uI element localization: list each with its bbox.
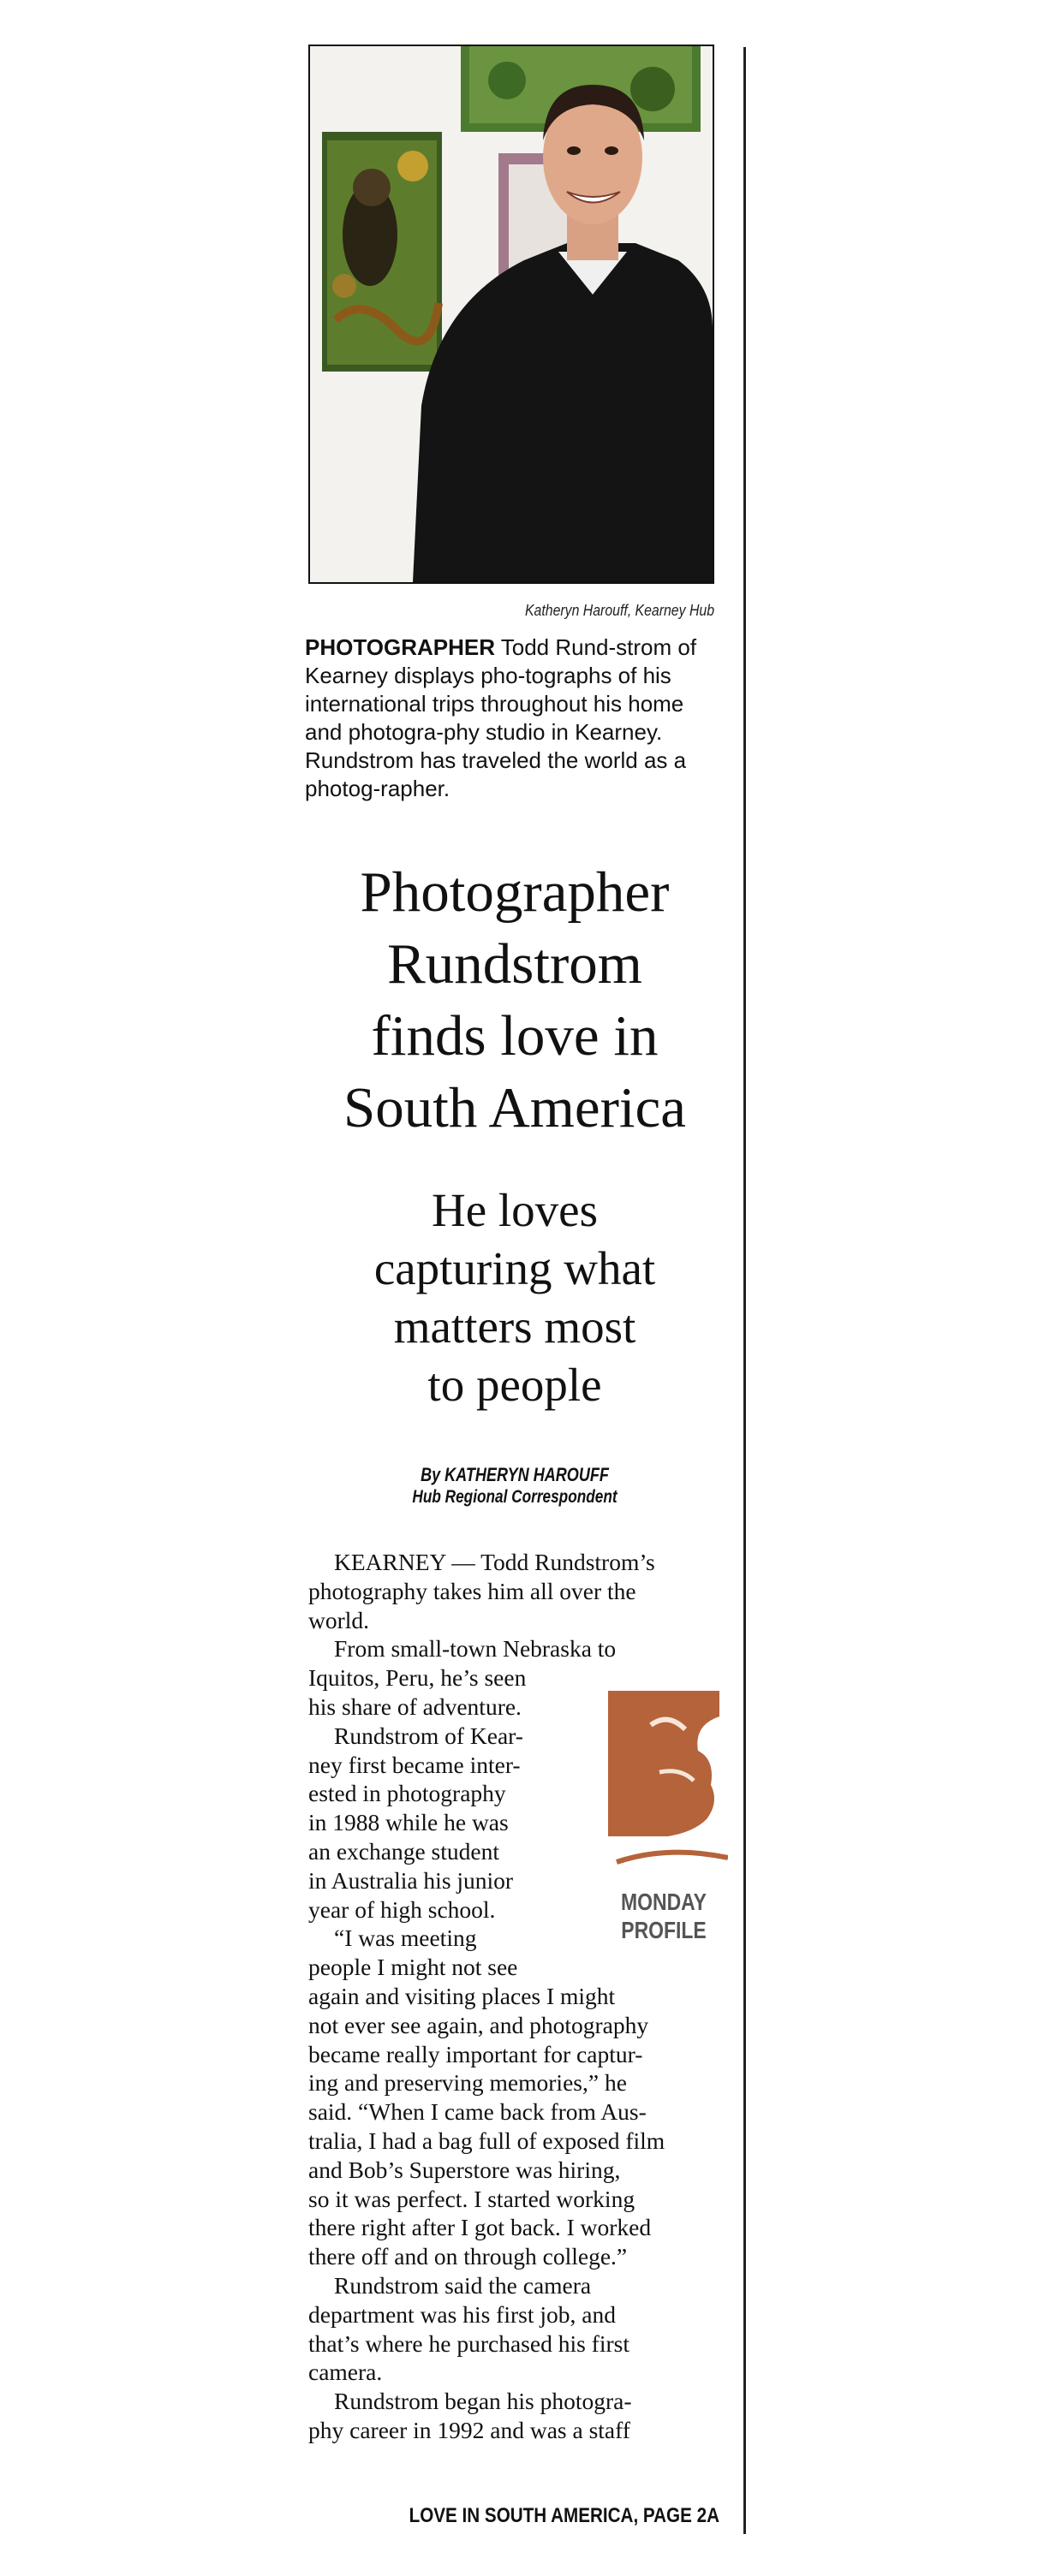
caption-text: Todd Rund-strom of Kearney displays pho-tographs of his international trips throughout his home and photogra-phy studio in Kearney. Rundstrom has traveled the world as a photog-rapher. xyxy=(305,634,697,801)
body-line: in Australia his junior xyxy=(308,1866,514,1894)
profile-label-line1: MONDAY xyxy=(621,1889,707,1915)
profile-label-line2: PROFILE xyxy=(621,1917,707,1943)
portrait-photo xyxy=(308,45,714,584)
body-line: became really important for captur- xyxy=(308,2040,643,2067)
body-line: From small-town Nebraska to xyxy=(334,1635,617,1663)
body-line: again and visiting places I might xyxy=(308,1982,616,2009)
body-line: KEARNEY — Todd Rundstrom’s xyxy=(334,1549,655,1575)
photo-illustration xyxy=(310,46,713,582)
byline-name: By KATHERYN HAROUFF xyxy=(421,1464,609,1485)
headline-line: South America xyxy=(343,1076,687,1139)
photo-credit: Katheryn Harouff, Kearney Hub xyxy=(524,602,714,619)
body-line: Rundstrom said the camera xyxy=(334,2271,592,2299)
deck-line: matters most xyxy=(393,1300,636,1353)
body-line: an exchange student xyxy=(308,1837,499,1865)
body-line: said. “When I came back from Aus- xyxy=(308,2098,647,2126)
byline xyxy=(305,1464,725,1508)
headline-line: finds love in xyxy=(371,1004,659,1068)
body-line: people I might not see xyxy=(308,1954,518,1981)
body-line: tralia, I had a bag full of exposed film xyxy=(308,2127,665,2154)
body-line: there off and on through college.” xyxy=(308,2243,628,2270)
continued-jump-line: LOVE IN SOUTH AMERICA, PAGE 2A xyxy=(409,2504,719,2527)
body-line: photography takes him all over the xyxy=(308,1577,636,1604)
body-line: “I was meeting xyxy=(334,1925,477,1952)
deck-line: to people xyxy=(427,1359,602,1411)
headline-line: Rundstrom xyxy=(387,932,642,996)
body-line: Iquitos, Peru, he’s seen xyxy=(308,1664,527,1692)
profile-face-icon xyxy=(600,1691,728,1888)
body-line: not ever see again, and photography xyxy=(308,2011,649,2038)
body-line: ested in photography xyxy=(308,1780,506,1807)
body-line: and Bob’s Superstore was hiring, xyxy=(308,2156,621,2183)
body-line: phy career in 1992 and was a staff xyxy=(308,2416,630,2443)
deck-line: He loves xyxy=(432,1184,598,1236)
body-line: there right after I got back. I worked xyxy=(308,2214,652,2241)
column-rule xyxy=(743,47,746,2534)
body-line: world. xyxy=(308,1606,370,1633)
body-line: his share of adventure. xyxy=(308,1693,522,1720)
body-line: Rundstrom began his photogra- xyxy=(334,2388,632,2415)
headline xyxy=(305,856,725,1144)
article-body xyxy=(308,1548,719,2445)
subheadline xyxy=(305,1181,725,1414)
deck-line: capturing what xyxy=(373,1242,656,1294)
body-line: year of high school. xyxy=(308,1895,496,1923)
body-line: in 1988 while he was xyxy=(308,1809,509,1836)
body-line: so it was perfect. I started working xyxy=(308,2185,635,2212)
caption-lead: PHOTOGRAPHER xyxy=(305,634,495,660)
body-line: department was his first job, and xyxy=(308,2300,616,2328)
body-line: ney first became inter- xyxy=(308,1751,521,1778)
body-line: camera. xyxy=(308,2359,383,2386)
body-line: ing and preserving memories,” he xyxy=(308,2069,627,2097)
byline-title: Hub Regional Correspondent xyxy=(412,1487,618,1507)
photo-caption xyxy=(305,634,716,803)
monday-profile-label xyxy=(612,1888,717,1944)
headline-line: Photographer xyxy=(360,860,670,924)
body-line: Rundstrom of Kear- xyxy=(334,1722,523,1749)
body-line: that’s where he purchased his first xyxy=(308,2329,629,2357)
